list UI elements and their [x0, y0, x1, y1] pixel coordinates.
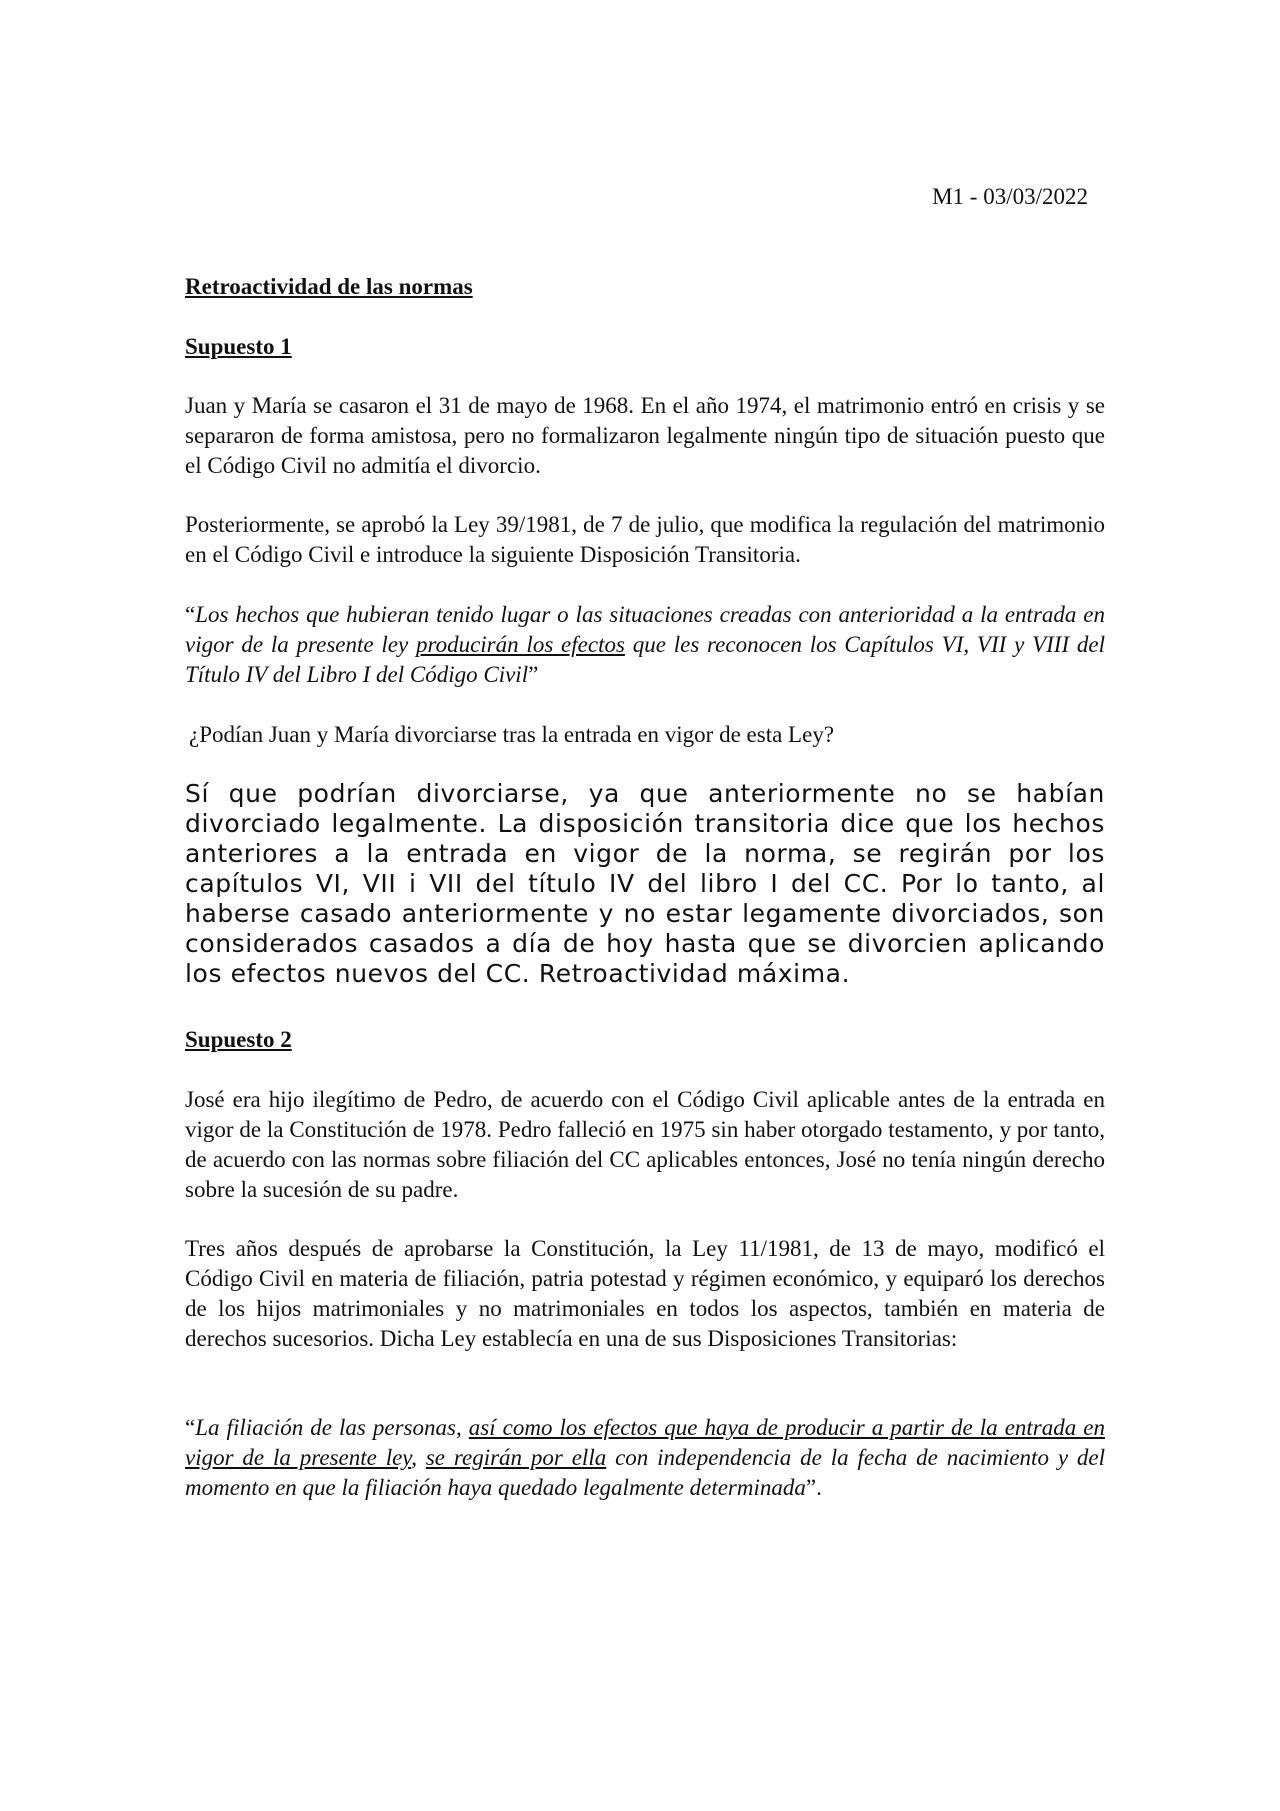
quote-separator: ,	[411, 1445, 426, 1470]
quote-text-2: con independencia de la fecha de nacimiento y del momento en que la filiación haya quedado legalmente determinada	[185, 1445, 1105, 1500]
quote-underlined-text: producirán los efectos	[415, 632, 625, 657]
case2-paragraph-1: José era hijo ilegítimo de Pedro, de acuerdo con el Código Civil aplicable antes de la entrada en vigor de la Constitución de 1978. Pedro falleció en 1975 sin haber otorgado testamento, y por tanto, de acuerdo con las normas sobre filiación del CC aplicables entonces, José no tenía ningún derecho sobre la sucesión de su padre.	[185, 1087, 1105, 1202]
case1-heading: Supuesto 1	[185, 334, 292, 359]
quote-underlined-text-1: así como los efectos que haya de producir a partir de la entrada en vigor de la presente ley	[185, 1415, 1106, 1470]
document-date-code: M1 - 03/03/2022	[932, 184, 1088, 209]
quote-underlined-text-2: se regirán por ella	[425, 1445, 607, 1470]
quote-close-mark: ”	[528, 662, 539, 687]
case1-question: ¿Podían Juan y María divorciarse tras la entrada en vigor de esta Ley?	[189, 722, 835, 747]
case1-quote	[185, 600, 1105, 690]
quote-open-mark: “	[185, 602, 196, 627]
quote-text-1: La filiación de las personas,	[195, 1415, 469, 1440]
document-title: Retroactividad de las normas	[185, 274, 473, 299]
quote-text-2: que les reconocen los Capítulos VI, VII y VIII del Título IV del Libro I del Código Civil	[185, 632, 1105, 687]
quote-text-1: Los hechos que hubieran tenido lugar o las situaciones creadas con anterioridad a la entrada en vigor de la presente ley	[185, 602, 1105, 657]
case1-paragraph-2: Posteriormente, se aprobó la Ley 39/1981, de 7 de julio, que modifica la regulación del matrimonio en el Código Civil e introduce la siguiente Disposición Transitoria.	[185, 512, 1105, 567]
case2-heading: Supuesto 2	[185, 1027, 292, 1052]
quote-open-mark: “	[185, 1415, 196, 1440]
case1-paragraph-1: Juan y María se casaron el 31 de mayo de 1968. En el año 1974, el matrimonio entró en crisis y se separaron de forma amistosa, pero no formalizaron legalmente ningún tipo de situación puesto que el Código Civil no admitía el divorcio.	[185, 393, 1105, 478]
case1-answer: Sí que podrían divorciarse, ya que anteriormente no se habían divorciado legalmente. La disposición transitoria dice que los hechos anteriores a la entrada en vigor de la norma, se regirán por los capítulos VI, VII i VII del título IV del libro I del CC. Por lo tanto, al haberse casado anteriormente y no estar legamente divorciados, son considerados casados a día de hoy hasta que se divorcien aplicando los efectos nuevos del CC. Retroactividad máxima.	[185, 779, 1105, 988]
case2-paragraph-2: Tres años después de aprobarse la Constitución, la Ley 11/1981, de 13 de mayo, modificó el Código Civil en materia de filiación, patria potestad y régimen económico, y equiparó los derechos de los hijos matrimoniales y no matrimoniales en todos los aspectos, también en materia de derechos sucesorios. Dicha Ley establecía en una de sus Disposiciones Transitorias:	[185, 1236, 1105, 1351]
quote-close-mark: ”.	[805, 1475, 822, 1500]
case2-quote	[185, 1413, 1105, 1503]
